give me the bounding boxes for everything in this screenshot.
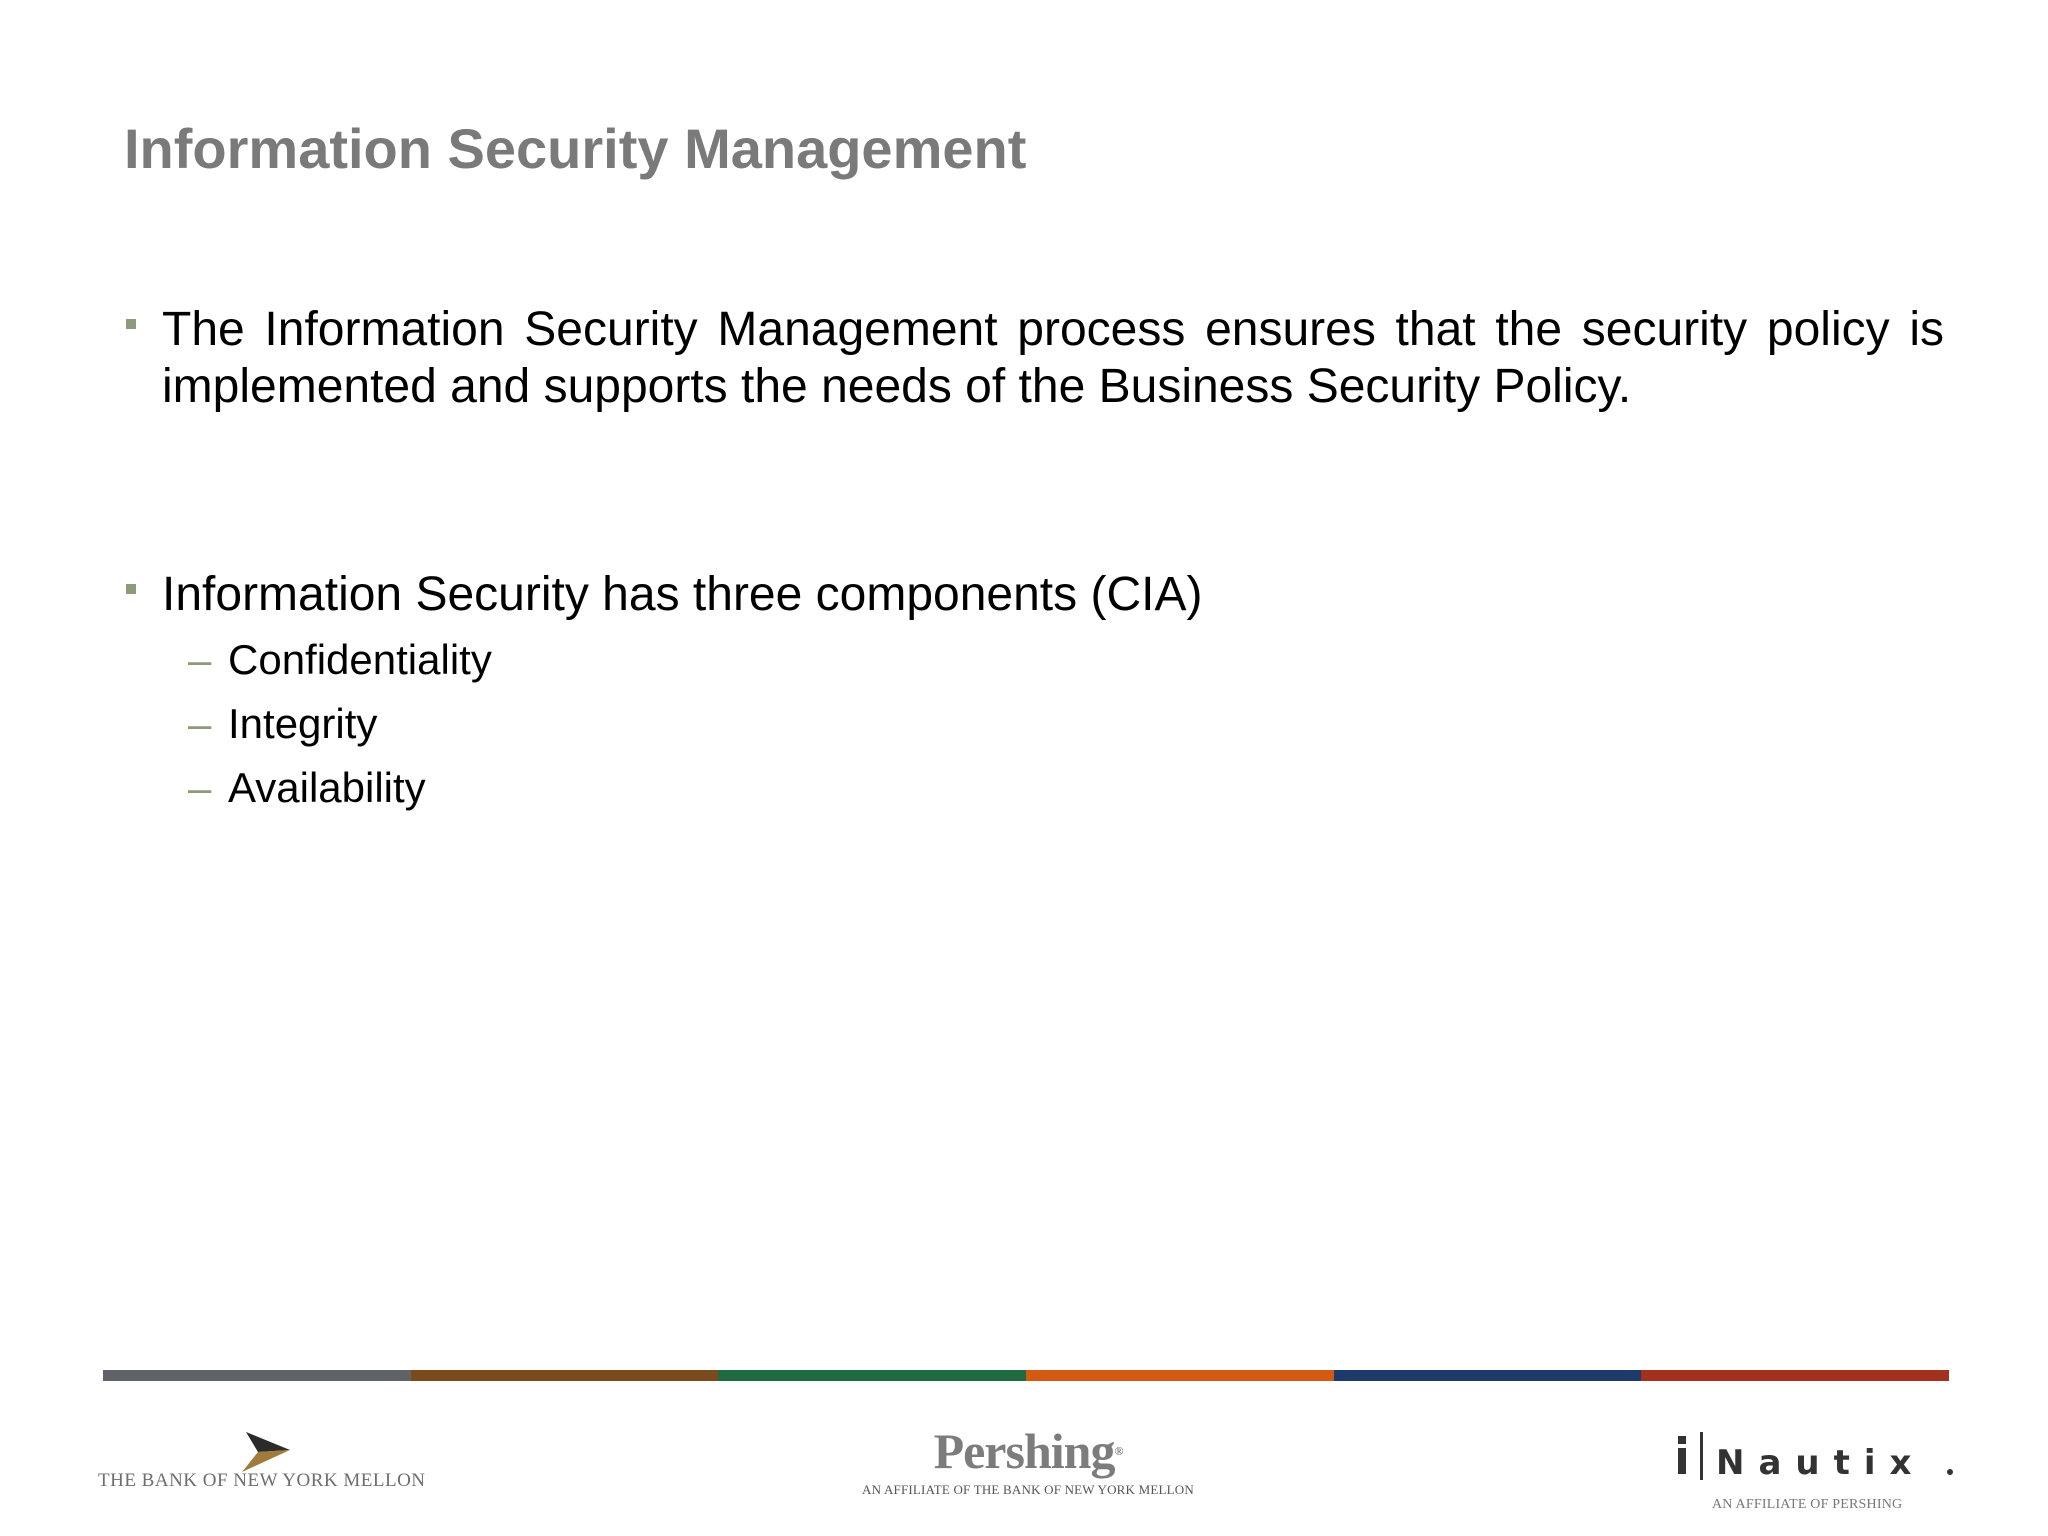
bullet-square-icon — [126, 319, 136, 329]
sub-item — [188, 699, 377, 749]
stripe-segment — [411, 1370, 719, 1381]
footer — [0, 1390, 2048, 1536]
bullet-item — [126, 566, 1944, 623]
bullet-square-icon — [126, 584, 136, 594]
dash-icon: – — [188, 636, 212, 683]
inautix-wordmark-icon — [1672, 1430, 1962, 1486]
svg-text:Nautix: Nautix — [1716, 1443, 1926, 1483]
pershing-logo — [858, 1424, 1198, 1504]
bny-mellon-text: THE BANK OF NEW YORK MELLON — [98, 1470, 426, 1491]
sub-item-text: Integrity — [228, 700, 378, 747]
bullet-text: The Information Security Management process ensures that the security policy is implemented and supports the needs of the Business Security Policy. — [162, 303, 1944, 413]
sub-item — [188, 635, 492, 685]
pershing-wordmark: Pershing — [933, 1423, 1115, 1479]
inautix-tagline: AN AFFILIATE OF PERSHING — [1712, 1497, 1903, 1512]
dash-icon: – — [188, 700, 212, 747]
color-stripe — [103, 1370, 1949, 1381]
stripe-segment — [1641, 1370, 1949, 1381]
bullet-text: Information Security has three components (CIA) — [162, 568, 1203, 621]
bny-arrow-icon — [236, 1430, 292, 1474]
sub-item — [188, 763, 426, 813]
slide-title: Information Security Management — [124, 117, 1027, 180]
inautix-logo — [1672, 1430, 1962, 1520]
sub-item-text: Availability — [228, 764, 426, 811]
bny-mellon-logo — [98, 1430, 438, 1510]
dash-icon: – — [188, 764, 212, 811]
stripe-segment — [718, 1370, 1026, 1381]
pershing-tagline: AN AFFILIATE OF THE BANK OF NEW YORK MELLON — [862, 1482, 1194, 1497]
sub-item-text: Confidentiality — [228, 636, 492, 683]
bullet-item — [126, 301, 1944, 415]
stripe-segment — [103, 1370, 411, 1381]
registered-icon: ® — [1114, 1444, 1123, 1458]
stripe-segment — [1026, 1370, 1334, 1381]
stripe-segment — [1334, 1370, 1642, 1381]
